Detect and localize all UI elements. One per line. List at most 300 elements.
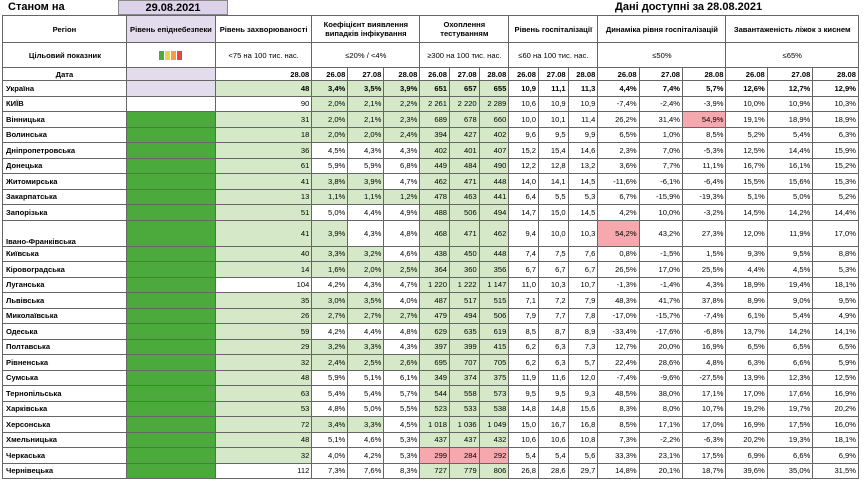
- date-cell: 27.08: [767, 68, 813, 81]
- oxygen-beds-cell: 5,3%: [813, 262, 859, 278]
- oxygen-beds-cell: 18,1%: [813, 277, 859, 293]
- hosp-dynamics-cell: 6,5%: [598, 127, 639, 143]
- hospitalization-cell: 5,5: [539, 189, 569, 205]
- oxygen-beds-cell: 6,3%: [813, 127, 859, 143]
- detection-cell: 4,5%: [384, 417, 420, 433]
- testing-cell: 1 018: [420, 417, 450, 433]
- detection-cell: 2,7%: [348, 308, 384, 324]
- detection-cell: 4,8%: [384, 220, 420, 246]
- testing-cell: 689: [420, 112, 450, 128]
- hosp-dynamics-cell: -5,3%: [683, 143, 726, 159]
- hosp-dynamics-cell: 54,2%: [598, 220, 639, 246]
- hosp-dynamics-cell: 7,0%: [639, 143, 682, 159]
- oxygen-beds-cell: 14,4%: [767, 143, 813, 159]
- oxygen-beds-cell: 12,0%: [726, 220, 767, 246]
- testing-cell: 448: [479, 174, 509, 190]
- testing-cell: 437: [450, 432, 480, 448]
- oxygen-beds-cell: 35,0%: [767, 463, 813, 479]
- danger-level-cell: [126, 293, 215, 309]
- hospitalization-cell: 10,6: [509, 432, 539, 448]
- hosp-dynamics-cell: 12,7%: [598, 339, 639, 355]
- detection-cell: 3,9%: [384, 81, 420, 97]
- hospitalization-cell: 14,7: [509, 205, 539, 221]
- testing-cell: 517: [450, 293, 480, 309]
- hosp-dynamics-cell: 17,0%: [639, 262, 682, 278]
- danger-level-cell: [126, 158, 215, 174]
- oxygen-beds-cell: 12,5%: [813, 370, 859, 386]
- hospitalization-cell: 16,7: [539, 417, 569, 433]
- hosp-dynamics-cell: -7,4%: [683, 308, 726, 324]
- testing-cell: 441: [479, 189, 509, 205]
- hosp-dynamics-cell: 54,9%: [683, 112, 726, 128]
- date-danger-empty: [126, 68, 215, 81]
- hosp-dynamics-cell: 1,0%: [639, 127, 682, 143]
- detection-cell: 3,3%: [348, 339, 384, 355]
- testing-cell: 356: [479, 262, 509, 278]
- danger-level-cell: [126, 262, 215, 278]
- oxygen-beds-cell: 8,9%: [726, 293, 767, 309]
- detection-cell: 5,9%: [312, 158, 348, 174]
- testing-cell: 448: [479, 246, 509, 262]
- detection-cell: 3,9%: [312, 220, 348, 246]
- hosp-dynamics-cell: -6,8%: [683, 324, 726, 340]
- detection-cell: 4,0%: [384, 293, 420, 309]
- detection-cell: 4,0%: [312, 448, 348, 464]
- testing-cell: 635: [450, 324, 480, 340]
- testing-cell: 427: [450, 127, 480, 143]
- legend-red: [177, 51, 182, 60]
- region-name: Харківська: [3, 401, 127, 417]
- detection-cell: 4,6%: [348, 432, 384, 448]
- table-row: [3, 370, 859, 386]
- table-row: [3, 355, 859, 371]
- hospitalization-cell: 9,9: [568, 127, 598, 143]
- date-cell: 28.08: [479, 68, 509, 81]
- hospitalization-cell: 7,1: [509, 293, 539, 309]
- danger-level-cell: [126, 386, 215, 402]
- testing-cell: 1 220: [420, 277, 450, 293]
- oxygen-beds-cell: 19,7%: [767, 401, 813, 417]
- testing-cell: 2 261: [420, 96, 450, 112]
- oxygen-beds-cell: 8,8%: [813, 246, 859, 262]
- detection-cell: 5,4%: [312, 386, 348, 402]
- hospitalization-cell: 15,6: [568, 401, 598, 417]
- incidence-cell: 35: [215, 293, 311, 309]
- danger-level-cell: [126, 112, 215, 128]
- oxygen-beds-cell: 9,3%: [726, 246, 767, 262]
- detection-cell: 2,0%: [312, 112, 348, 128]
- hospitalization-cell: 9,3: [568, 386, 598, 402]
- testing-cell: 462: [420, 174, 450, 190]
- testing-cell: 707: [450, 355, 480, 371]
- testing-cell: 463: [450, 189, 480, 205]
- oxygen-beds-cell: 15,5%: [726, 174, 767, 190]
- hosp-dynamics-cell: 8,3%: [598, 401, 639, 417]
- hospitalization-cell: 5,4: [509, 448, 539, 464]
- region-name: Україна: [3, 81, 127, 97]
- testing-cell: 488: [420, 205, 450, 221]
- incidence-cell: 26: [215, 308, 311, 324]
- incidence-cell: 32: [215, 448, 311, 464]
- target-incidence: <75 на 100 тис. нас.: [215, 43, 311, 68]
- hosp-dynamics-cell: 26,2%: [598, 112, 639, 128]
- incidence-cell: 29: [215, 339, 311, 355]
- hosp-dynamics-cell: 1,5%: [683, 246, 726, 262]
- target-label: Цільовий показник: [3, 43, 127, 68]
- incidence-cell: 72: [215, 417, 311, 433]
- region-name: Київська: [3, 246, 127, 262]
- detection-cell: 3,5%: [348, 81, 384, 97]
- testing-cell: 401: [450, 143, 480, 159]
- region-name: Одеська: [3, 324, 127, 340]
- hosp-dynamics-cell: -15,9%: [639, 189, 682, 205]
- detection-cell: 4,2%: [348, 448, 384, 464]
- oxygen-beds-cell: 14,2%: [767, 324, 813, 340]
- incidence-cell: 13: [215, 189, 311, 205]
- region-name: Вінницька: [3, 112, 127, 128]
- detection-cell: 4,2%: [312, 277, 348, 293]
- hospitalization-cell: 5,4: [539, 448, 569, 464]
- table-row: [3, 339, 859, 355]
- oxygen-beds-cell: 16,1%: [767, 158, 813, 174]
- hosp-dynamics-cell: -7,4%: [598, 370, 639, 386]
- testing-cell: 394: [420, 127, 450, 143]
- oxygen-beds-cell: 6,9%: [813, 448, 859, 464]
- table-row: [3, 96, 859, 112]
- detection-cell: 2,5%: [348, 355, 384, 371]
- hospitalization-cell: 10,6: [509, 96, 539, 112]
- oxygen-beds-cell: 5,9%: [813, 355, 859, 371]
- table-row: [3, 417, 859, 433]
- oxygen-beds-cell: 9,5%: [767, 246, 813, 262]
- detection-cell: 2,6%: [384, 355, 420, 371]
- hospitalization-cell: 13,2: [568, 158, 598, 174]
- testing-cell: 407: [479, 143, 509, 159]
- hosp-dynamics-cell: 17,5%: [683, 448, 726, 464]
- table-row: [3, 112, 859, 128]
- hosp-dynamics-cell: 16,9%: [683, 339, 726, 355]
- detection-cell: 4,3%: [348, 143, 384, 159]
- target-testing: ≥300 на 100 тис. нас.: [420, 43, 509, 68]
- oxygen-beds-cell: 18,9%: [726, 277, 767, 293]
- testing-cell: 1 049: [479, 417, 509, 433]
- testing-cell: 506: [450, 205, 480, 221]
- covid-region-table: [2, 15, 859, 479]
- hospitalization-cell: 7,9: [568, 293, 598, 309]
- testing-cell: 619: [479, 324, 509, 340]
- detection-cell: 3,3%: [312, 246, 348, 262]
- hospitalization-cell: 15,0: [539, 205, 569, 221]
- hosp-dynamics-cell: -7,4%: [598, 96, 639, 112]
- oxygen-beds-cell: 5,4%: [767, 127, 813, 143]
- hospitalization-cell: 12,0: [568, 370, 598, 386]
- detection-cell: 3,4%: [312, 417, 348, 433]
- hosp-dynamics-cell: 27,3%: [683, 220, 726, 246]
- danger-level-cell: [126, 355, 215, 371]
- incidence-cell: 59: [215, 324, 311, 340]
- testing-cell: 494: [450, 308, 480, 324]
- danger-level-cell: [126, 401, 215, 417]
- date-incidence: 28.08: [215, 68, 311, 81]
- oxygen-beds-cell: 5,4%: [767, 308, 813, 324]
- hosp-dynamics-cell: -17,0%: [598, 308, 639, 324]
- hospitalization-cell: 12,8: [539, 158, 569, 174]
- hosp-dynamics-cell: 20,1%: [639, 463, 682, 479]
- detection-cell: 4,3%: [384, 143, 420, 159]
- detection-cell: 2,1%: [348, 96, 384, 112]
- oxygen-beds-cell: 5,1%: [726, 189, 767, 205]
- testing-cell: 660: [479, 112, 509, 128]
- col-hosp-dynamics: Динаміка рівня госпіталізацій: [598, 16, 726, 43]
- oxygen-beds-cell: 19,1%: [726, 112, 767, 128]
- incidence-cell: 104: [215, 277, 311, 293]
- testing-cell: 415: [479, 339, 509, 355]
- date-cell: 27.08: [639, 68, 682, 81]
- hosp-dynamics-cell: -6,4%: [683, 174, 726, 190]
- oxygen-beds-cell: 31,5%: [813, 463, 859, 479]
- testing-cell: 1 036: [450, 417, 480, 433]
- oxygen-beds-cell: 17,0%: [726, 386, 767, 402]
- region-name: Кіровоградська: [3, 262, 127, 278]
- oxygen-beds-cell: 6,5%: [813, 339, 859, 355]
- hospitalization-cell: 9,5: [509, 386, 539, 402]
- hospitalization-cell: 7,9: [509, 308, 539, 324]
- hosp-dynamics-cell: -6,1%: [639, 174, 682, 190]
- danger-level-cell: [126, 308, 215, 324]
- testing-cell: 397: [420, 339, 450, 355]
- hosp-dynamics-cell: 3,6%: [598, 158, 639, 174]
- table-row: [3, 174, 859, 190]
- hosp-dynamics-cell: 14,8%: [598, 463, 639, 479]
- hosp-dynamics-cell: 6,7%: [598, 189, 639, 205]
- table-row: [3, 220, 859, 246]
- table-row: [3, 158, 859, 174]
- oxygen-beds-cell: 19,3%: [767, 432, 813, 448]
- detection-cell: 2,0%: [312, 96, 348, 112]
- danger-level-cell: [126, 205, 215, 221]
- oxygen-beds-cell: 6,1%: [726, 308, 767, 324]
- testing-cell: 364: [420, 262, 450, 278]
- hospitalization-cell: 28,6: [539, 463, 569, 479]
- detection-cell: 6,1%: [384, 370, 420, 386]
- hospitalization-cell: 6,7: [568, 262, 598, 278]
- region-name: Волинська: [3, 127, 127, 143]
- hospitalization-cell: 10,9: [539, 96, 569, 112]
- oxygen-beds-cell: 19,4%: [767, 277, 813, 293]
- region-name: Миколаївська: [3, 308, 127, 324]
- danger-level-cell: [126, 174, 215, 190]
- detection-cell: 3,3%: [348, 417, 384, 433]
- col-oxygen-beds: Завантаженість ліжок з киснем: [726, 16, 859, 43]
- testing-cell: 806: [479, 463, 509, 479]
- incidence-cell: 48: [215, 370, 311, 386]
- hosp-dynamics-cell: 41,7%: [639, 293, 682, 309]
- testing-cell: 484: [450, 158, 480, 174]
- date-cell: 28.08: [683, 68, 726, 81]
- hosp-dynamics-cell: -2,2%: [639, 432, 682, 448]
- oxygen-beds-cell: 12,6%: [726, 81, 767, 97]
- detection-cell: 4,8%: [384, 324, 420, 340]
- hospitalization-cell: 10,3: [568, 220, 598, 246]
- oxygen-beds-cell: 6,5%: [767, 339, 813, 355]
- testing-cell: 487: [420, 293, 450, 309]
- detection-cell: 5,1%: [312, 432, 348, 448]
- detection-cell: 4,2%: [312, 324, 348, 340]
- hosp-dynamics-cell: 28,6%: [639, 355, 682, 371]
- hospitalization-cell: 14,1: [539, 174, 569, 190]
- hosp-dynamics-cell: -1,5%: [639, 246, 682, 262]
- incidence-cell: 53: [215, 401, 311, 417]
- hospitalization-cell: 6,2: [509, 355, 539, 371]
- oxygen-beds-cell: 18,9%: [767, 112, 813, 128]
- table-row: [3, 143, 859, 159]
- oxygen-beds-cell: 9,5%: [813, 293, 859, 309]
- legend-yellow: [165, 51, 170, 60]
- hospitalization-cell: 11,9: [509, 370, 539, 386]
- as-of-date: 29.08.2021: [118, 0, 228, 15]
- testing-cell: 2 220: [450, 96, 480, 112]
- hospitalization-cell: 15,4: [539, 143, 569, 159]
- region-name: Херсонська: [3, 417, 127, 433]
- detection-cell: 2,0%: [312, 127, 348, 143]
- hospitalization-cell: 6,2: [509, 339, 539, 355]
- table-row: [3, 277, 859, 293]
- oxygen-beds-cell: 11,9%: [767, 220, 813, 246]
- hosp-dynamics-cell: -1,3%: [598, 277, 639, 293]
- hospitalization-cell: 5,6: [568, 448, 598, 464]
- hosp-dynamics-cell: 17,1%: [639, 417, 682, 433]
- oxygen-beds-cell: 5,0%: [767, 189, 813, 205]
- hospitalization-cell: 8,7: [539, 324, 569, 340]
- testing-cell: 402: [420, 143, 450, 159]
- date-cell: 28.08: [384, 68, 420, 81]
- danger-level-cell: [126, 277, 215, 293]
- danger-level-cell: [126, 339, 215, 355]
- hospitalization-cell: 10,0: [509, 112, 539, 128]
- as-of-label: Станом на: [8, 1, 65, 13]
- region-name: Рівненська: [3, 355, 127, 371]
- detection-cell: 3,4%: [312, 81, 348, 97]
- oxygen-beds-cell: 16,9%: [813, 386, 859, 402]
- hosp-dynamics-cell: 4,3%: [683, 277, 726, 293]
- hospitalization-cell: 7,7: [539, 308, 569, 324]
- detection-cell: 2,7%: [312, 308, 348, 324]
- detection-cell: 3,8%: [312, 174, 348, 190]
- oxygen-beds-cell: 16,7%: [726, 158, 767, 174]
- hospitalization-cell: 16,8: [568, 417, 598, 433]
- region-name: Запорізька: [3, 205, 127, 221]
- col-detection: Коефіцієнт виявлення випадків інфікування: [312, 16, 420, 43]
- hospitalization-cell: 6,7: [509, 262, 539, 278]
- hospitalization-cell: 26,8: [509, 463, 539, 479]
- region-name: Хмельницька: [3, 432, 127, 448]
- detection-cell: 4,6%: [384, 246, 420, 262]
- hospitalization-cell: 14,0: [509, 174, 539, 190]
- target-hosp-dynamics: ≤50%: [598, 43, 726, 68]
- detection-cell: 5,4%: [348, 386, 384, 402]
- testing-cell: 438: [420, 246, 450, 262]
- hosp-dynamics-cell: 8,0%: [639, 401, 682, 417]
- table-row: [3, 189, 859, 205]
- detection-cell: 5,0%: [348, 401, 384, 417]
- hosp-dynamics-cell: 7,4%: [639, 81, 682, 97]
- hosp-dynamics-cell: -6,3%: [683, 432, 726, 448]
- detection-cell: 4,7%: [384, 174, 420, 190]
- testing-cell: 2 289: [479, 96, 509, 112]
- testing-cell: 705: [479, 355, 509, 371]
- danger-level-cell: [126, 246, 215, 262]
- table-row: [3, 386, 859, 402]
- hospitalization-cell: 29,7: [568, 463, 598, 479]
- danger-level-cell: [126, 189, 215, 205]
- detection-cell: 8,3%: [384, 463, 420, 479]
- detection-cell: 3,2%: [348, 246, 384, 262]
- hospitalization-cell: 10,9: [509, 81, 539, 97]
- danger-level-cell: [126, 127, 215, 143]
- hospitalization-cell: 10,1: [539, 112, 569, 128]
- region-name: Івано-Франківська: [3, 220, 127, 246]
- hosp-dynamics-cell: 2,3%: [598, 143, 639, 159]
- hospitalization-cell: 6,7: [539, 262, 569, 278]
- hospitalization-cell: 11,4: [568, 112, 598, 128]
- oxygen-beds-cell: 16,9%: [726, 417, 767, 433]
- testing-cell: 292: [479, 448, 509, 464]
- table-row: [3, 448, 859, 464]
- danger-level-cell: [126, 370, 215, 386]
- date-cell: 28.08: [813, 68, 859, 81]
- hospitalization-cell: 6,3: [539, 339, 569, 355]
- oxygen-beds-cell: 12,7%: [767, 81, 813, 97]
- hosp-dynamics-cell: 0,8%: [598, 246, 639, 262]
- testing-cell: 727: [420, 463, 450, 479]
- oxygen-beds-cell: 13,9%: [726, 370, 767, 386]
- hosp-dynamics-cell: 7,7%: [639, 158, 682, 174]
- oxygen-beds-cell: 14,2%: [767, 205, 813, 221]
- hosp-dynamics-cell: 7,3%: [598, 432, 639, 448]
- oxygen-beds-cell: 15,6%: [767, 174, 813, 190]
- testing-cell: 375: [479, 370, 509, 386]
- testing-cell: 349: [420, 370, 450, 386]
- oxygen-beds-cell: 17,6%: [767, 386, 813, 402]
- detection-cell: 1,2%: [384, 189, 420, 205]
- incidence-cell: 40: [215, 246, 311, 262]
- hosp-dynamics-cell: 22,4%: [598, 355, 639, 371]
- col-danger-level: Рівень епіднебезпеки: [126, 16, 215, 43]
- table-row: [3, 463, 859, 479]
- hosp-dynamics-cell: 25,5%: [683, 262, 726, 278]
- detection-cell: 5,3%: [384, 448, 420, 464]
- oxygen-beds-cell: 4,9%: [813, 308, 859, 324]
- oxygen-beds-cell: 13,7%: [726, 324, 767, 340]
- region-name: Донецька: [3, 158, 127, 174]
- hospitalization-cell: 7,3: [568, 339, 598, 355]
- detection-cell: 5,0%: [312, 205, 348, 221]
- hosp-dynamics-cell: -19,3%: [683, 189, 726, 205]
- table-row: [3, 308, 859, 324]
- region-name: Сумська: [3, 370, 127, 386]
- danger-level-cell: [126, 417, 215, 433]
- date-cell: 26.08: [312, 68, 348, 81]
- table-row: [3, 432, 859, 448]
- hospitalization-cell: 9,5: [539, 386, 569, 402]
- hosp-dynamics-cell: 31,4%: [639, 112, 682, 128]
- col-hospitalization: Рівень госпіталізації: [509, 16, 598, 43]
- oxygen-beds-cell: 4,5%: [767, 262, 813, 278]
- hospitalization-cell: 10,7: [568, 277, 598, 293]
- oxygen-beds-cell: 9,0%: [767, 293, 813, 309]
- oxygen-beds-cell: 18,9%: [813, 112, 859, 128]
- hosp-dynamics-cell: 23,1%: [639, 448, 682, 464]
